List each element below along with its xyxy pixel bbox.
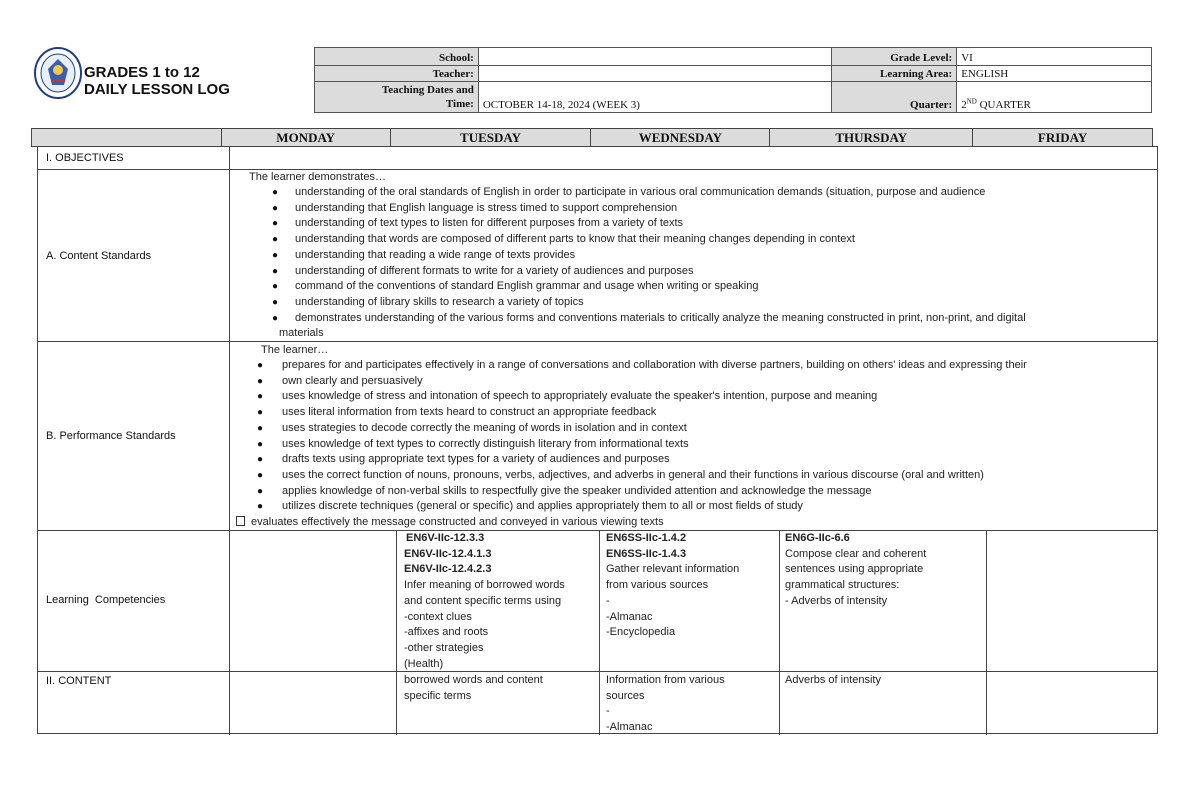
competency-wednesday	[606, 531, 739, 641]
column-divider	[779, 530, 780, 735]
day-header-friday: FRIDAY	[973, 129, 1153, 147]
bullet-icon: ●	[272, 218, 279, 230]
standard-item: demonstrates understanding of the various forms and conventions materials to critically analyze the meaning constructed in print, non-print, and digital	[295, 311, 1026, 324]
teaching-dates-label-line1: Teaching Dates and	[381, 84, 474, 96]
school-label: School:	[315, 48, 479, 66]
teacher-label: Teacher:	[315, 66, 479, 82]
bullet-icon: ●	[257, 375, 264, 387]
standard-item: understanding that reading a wide range of texts provides	[295, 248, 576, 261]
bullet-icon: ●	[272, 281, 279, 293]
standard-item: understanding of the oral standards of English in order to participate in various oral communication demands (situation, purpose and audience	[295, 186, 986, 198]
column-divider	[986, 530, 987, 735]
grade-level-value[interactable]: VI	[957, 48, 1152, 66]
standard-item: uses literal information from texts heard to construct an appropriate feedback	[282, 406, 657, 419]
competency-text: -Encyclopedia	[606, 626, 676, 639]
competency-text: Infer meaning of borrowed words	[404, 579, 565, 592]
competency-code: EN6SS-IIc-1.4.2	[606, 532, 687, 544]
title-line-2: DAILY LESSON LOG	[84, 81, 230, 98]
content-standards-intro: The learner demonstrates…	[249, 171, 386, 183]
competency-text: Compose clear and coherent	[785, 547, 927, 560]
quarter-number: 2	[961, 99, 967, 111]
row-label-objectives: I. OBJECTIVES	[46, 152, 124, 164]
standard-item: command of the conventions of standard English grammar and usage when writing or speaking	[295, 280, 759, 293]
bullet-icon: ●	[272, 296, 279, 308]
lesson-log-grid	[37, 146, 1158, 734]
column-divider	[229, 147, 230, 735]
competency-text: grammatical structures:	[785, 579, 900, 592]
competency-text: -	[606, 594, 610, 607]
standard-item: drafts texts using appropriate text types for a variety of audiences and purposes	[282, 453, 670, 466]
bullet-icon: ●	[257, 407, 264, 419]
competency-text: -context clues	[404, 610, 472, 623]
deped-seal-icon	[34, 47, 82, 99]
day-header-thursday: THURSDAY	[770, 129, 973, 147]
standard-item: understanding that English language is stress timed to support comprehension	[295, 201, 678, 214]
content-wednesday	[606, 673, 725, 736]
content-text: sources	[606, 689, 645, 702]
quarter-word: QUARTER	[979, 99, 1031, 111]
standard-item: uses strategies to decode correctly the meaning of words in isolation and in context	[282, 421, 687, 434]
quarter-suffix: ND	[966, 97, 977, 106]
bullet-icon: ●	[272, 234, 279, 246]
competency-text: and content specific terms using	[404, 594, 562, 607]
quarter-value[interactable]	[957, 82, 1152, 113]
row-divider	[38, 530, 1157, 531]
title-line-1: GRADES 1 to 12	[84, 64, 200, 81]
content-text: -	[606, 705, 610, 718]
standard-item: applies knowledge of non-verbal skills to respectfully give the speaker undivided attention and acknowledge the message	[282, 484, 872, 497]
row-label-learning-competencies: Learning Competencies	[46, 594, 166, 606]
day-header-blank	[32, 129, 222, 147]
teaching-dates-label-line2: Time:	[445, 98, 474, 110]
row-divider	[38, 341, 1157, 342]
grade-level-label: Grade Level:	[832, 48, 957, 66]
competency-code: EN6V-IIc-12.4.2.3	[404, 563, 492, 576]
column-divider	[599, 530, 600, 735]
bullet-icon: ●	[272, 312, 279, 324]
row-label-content-standards: A. Content Standards	[46, 250, 152, 262]
bullet-icon: ●	[272, 187, 279, 198]
school-value[interactable]	[478, 48, 832, 66]
document-title	[84, 64, 230, 98]
weekday-header	[31, 128, 1153, 147]
header-info-table	[314, 47, 1152, 113]
row-label-performance-standards: B. Performance Standards	[46, 430, 176, 442]
standard-item: prepares for and participates effectively in a range of conversations and collaboration with diverse partners, building on others' ideas and expressing their	[282, 359, 1027, 371]
content-text: borrowed words and content	[404, 674, 543, 686]
content-text: -Almanac	[606, 721, 653, 734]
competency-code: EN6SS-IIc-1.4.3	[606, 547, 687, 560]
standard-item: own clearly and persuasively	[282, 374, 423, 387]
standard-item-continuation: materials	[279, 327, 324, 339]
row-label-content: II. CONTENT	[46, 675, 112, 687]
competency-text: -Almanac	[606, 610, 653, 623]
bullet-icon: ●	[272, 202, 279, 214]
performance-standards-last	[236, 516, 664, 528]
day-header-monday: MONDAY	[221, 129, 390, 147]
standard-item: understanding of library skills to research a variety of topics	[295, 295, 584, 308]
standard-item: understanding of different formats to write for a variety of audiences and purposes	[295, 264, 694, 277]
standard-item: uses knowledge of text types to correctly distinguish literary from informational texts	[282, 437, 689, 450]
competency-tuesday	[404, 531, 565, 672]
competency-code: EN6V-IIc-12.3.3	[406, 532, 485, 544]
bullet-icon: ●	[272, 265, 279, 277]
bullet-icon: ●	[257, 469, 264, 481]
competency-code: EN6G-IIc-6.6	[785, 532, 850, 544]
bullet-icon: ●	[257, 391, 264, 403]
row-divider	[38, 169, 1157, 170]
bullet-icon: ●	[257, 360, 264, 371]
bullet-icon: ●	[257, 422, 264, 434]
standard-item: uses the correct function of nouns, pronouns, verbs, adjectives, and adverbs in general and their functions in various discourse (oral and written)	[282, 468, 984, 481]
performance-standards-intro: The learner…	[261, 344, 329, 356]
standard-item: utilizes discrete techniques (general or specific) and applies appropriately them to all or most fields of study	[282, 500, 803, 513]
content-tuesday	[404, 673, 543, 704]
learning-area-label: Learning Area:	[832, 66, 957, 82]
competency-text: (Health)	[404, 657, 444, 670]
competency-code: EN6V-IIc-12.4.1.3	[404, 547, 492, 560]
quarter-label: Quarter:	[832, 82, 957, 113]
teaching-dates-label	[315, 82, 479, 113]
competency-text: -affixes and roots	[404, 626, 489, 639]
content-text: Information from various	[606, 674, 725, 686]
competency-text: -other strategies	[404, 641, 484, 654]
teacher-value[interactable]	[478, 66, 832, 82]
performance-standards-last-text: evaluates effectively the message constructed and conveyed in various viewing texts	[248, 516, 664, 528]
row-divider	[38, 671, 1157, 672]
bullet-icon: ●	[257, 454, 264, 466]
competency-text: sentences using appropriate	[785, 563, 924, 576]
teaching-dates-value[interactable]: OCTOBER 14-18, 2024 (WEEK 3)	[478, 82, 832, 113]
day-header-wednesday: WEDNESDAY	[591, 129, 770, 147]
column-divider	[396, 530, 397, 735]
day-header-tuesday: TUESDAY	[390, 129, 591, 147]
learning-area-value[interactable]: ENGLISH	[957, 66, 1152, 82]
standard-item: understanding that words are composed of different parts to know that their meaning changes depending in context	[295, 233, 855, 246]
competency-text: - Adverbs of intensity	[785, 594, 888, 607]
bullet-icon: ●	[257, 485, 264, 497]
competency-text: Gather relevant information	[606, 563, 740, 576]
content-thursday	[785, 673, 881, 689]
standard-item: understanding of text types to listen for different purposes from a variety of texts	[295, 217, 684, 230]
standard-item: uses knowledge of stress and intonation of speech to appropriately evaluate the speaker's intention, purpose and meaning	[282, 390, 878, 403]
competency-thursday	[785, 531, 926, 610]
bullet-icon: ●	[257, 501, 264, 513]
competency-text: from various sources	[606, 579, 709, 592]
content-text: Adverbs of intensity	[785, 674, 881, 686]
checkbox-glyph-icon	[236, 516, 245, 526]
bullet-icon: ●	[272, 249, 279, 261]
bullet-icon: ●	[257, 438, 264, 450]
content-text: specific terms	[404, 689, 472, 702]
